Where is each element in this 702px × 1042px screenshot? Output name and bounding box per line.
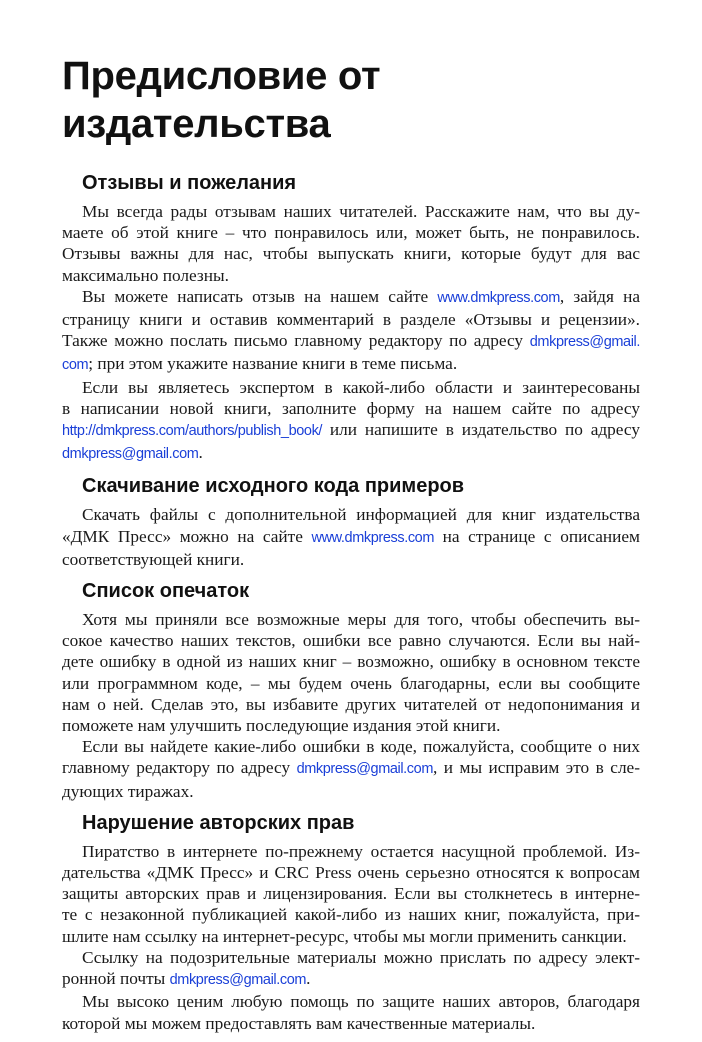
text-line xyxy=(62,968,640,991)
text-segment: Вы можете написать отзыв на нашем сайте xyxy=(82,286,438,306)
section xyxy=(62,810,640,1034)
section xyxy=(62,170,640,465)
text-segment: защиты авторских прав и лицензирования. Если вы столкнетесь в интерне- xyxy=(62,884,640,904)
text-line xyxy=(62,862,640,883)
paragraph xyxy=(62,286,640,377)
text-line xyxy=(62,1013,640,1034)
text-line xyxy=(62,377,640,398)
text-line xyxy=(62,286,640,309)
section-heading: Отзывы и пожелания xyxy=(82,172,297,194)
text-line xyxy=(62,549,640,570)
section-heading: Нарушение авторских прав xyxy=(82,811,355,834)
text-line xyxy=(62,309,640,330)
text-segment: . xyxy=(306,969,311,989)
link[interactable]: com xyxy=(62,357,89,374)
section xyxy=(62,473,640,570)
text-segment: соответствующей книги. xyxy=(62,549,245,569)
paragraph xyxy=(62,504,640,570)
text-segment: дующих тиражах. xyxy=(62,781,194,801)
text-line xyxy=(62,504,640,525)
text-segment: на странице с описанием xyxy=(434,526,640,546)
text-line xyxy=(62,353,640,376)
text-segment: , и мы исправим это в сле- xyxy=(433,758,640,778)
paragraph xyxy=(62,377,640,466)
text-segment: Также можно послать письмо главному редактору по адресу xyxy=(62,331,530,351)
text-line xyxy=(62,630,640,651)
text-line xyxy=(62,841,640,862)
text-segment: Ссылку на подозрительные материалы можно прислать по адресу элект- xyxy=(82,947,640,967)
text-segment: страницу книги и оставив комментарий в разделе «Отзывы и рецензии». xyxy=(62,310,640,330)
text-segment: поможете нам улучшить последующие издания этой книги. xyxy=(62,716,501,736)
text-segment: дете ошибку в одной из наших книг – возможно, ошибку в основном тексте xyxy=(62,652,640,672)
link[interactable]: www.dmkpress.com xyxy=(311,529,435,546)
text-segment: Хотя мы приняли все возможные меры для того, чтобы обеспечить вы- xyxy=(82,610,640,630)
text-segment: или программном коде, – мы будем очень благодарны, если вы сообщите xyxy=(62,673,640,693)
text-line xyxy=(62,736,640,757)
text-segment: дательства «ДМК Пресс» и CRC Press очень серьезно относятся к вопросам xyxy=(62,863,640,883)
text-line xyxy=(62,201,640,222)
text-segment: сокое качество наших текстов, ошибки все равно случаются. Если вы най- xyxy=(62,631,640,651)
document-page xyxy=(62,40,640,1042)
text-line xyxy=(62,419,640,442)
text-line xyxy=(62,526,640,549)
paragraph xyxy=(62,947,640,991)
text-segment: Мы высоко ценим любую помощь по защите наших авторов, благодаря xyxy=(82,992,640,1012)
link[interactable]: dmkpress@gmail.com xyxy=(169,972,307,989)
text-segment: «ДМК Пресс» можно на сайте xyxy=(62,526,312,546)
text-line xyxy=(62,757,640,780)
text-line xyxy=(62,330,640,353)
text-line xyxy=(62,715,640,736)
text-segment: нам о ней. Сделав это, вы избавите других читателей от недопонимания и xyxy=(62,694,640,714)
paragraph xyxy=(62,201,640,286)
text-line xyxy=(62,947,640,968)
text-line xyxy=(62,609,640,630)
text-segment: маете об этой книге – что понравилось или, может быть, не понравилось. xyxy=(62,223,640,243)
text-segment: Если вы являетесь экспертом в какой-либо области и заинтересованы xyxy=(82,377,640,397)
text-segment: Если вы найдете какие-либо ошибки в коде, пожалуйста, сообщите о них xyxy=(82,737,640,757)
text-segment: главному редактору по адресу xyxy=(62,758,297,778)
text-segment: Отзывы важны для нас, чтобы выпускать книги, которые будут для вас xyxy=(62,244,640,264)
text-segment: те с незаконной публикацией какой-либо из наших книг, пожалуйста, при- xyxy=(62,905,640,925)
text-line xyxy=(62,651,640,672)
text-segment: или напишите в издательство по адресу xyxy=(322,420,640,440)
link[interactable]: dmkpress@gmail.com xyxy=(62,446,199,463)
text-line xyxy=(62,442,640,465)
link[interactable]: dmkpress@gmail. xyxy=(529,334,640,351)
text-line xyxy=(62,243,640,264)
paragraph xyxy=(62,609,640,736)
text-line xyxy=(62,694,640,715)
text-segment: шлите нам ссылку на интернет-ресурс, чтобы мы могли применить санкции. xyxy=(62,926,627,946)
page-title: Предисловие от издательства xyxy=(62,54,381,146)
text-segment: . xyxy=(198,443,203,463)
text-segment: которой мы можем предоставлять вам качественные материалы. xyxy=(62,1013,536,1033)
text-line xyxy=(62,398,640,419)
paragraph xyxy=(62,991,640,1033)
paragraph xyxy=(62,736,640,802)
text-line xyxy=(62,222,640,243)
text-segment: Пиратство в интернете по-прежнему остается насущной проблемой. Из- xyxy=(82,841,640,861)
text-segment: Скачать файлы с дополнительной информацией для книг издательства xyxy=(82,505,640,525)
link[interactable]: http://dmkpress.com/authors/publish_book/ xyxy=(62,423,323,440)
text-line xyxy=(62,781,640,802)
section xyxy=(62,578,640,802)
text-segment: в написании новой книги, заполните форму на нашем сайте по адресу xyxy=(62,398,640,418)
text-line xyxy=(62,991,640,1012)
text-segment: максимально полезны. xyxy=(62,265,229,285)
section-heading: Скачивание исходного кода примеров xyxy=(82,475,465,498)
sections-container xyxy=(62,170,640,1034)
text-segment: ронной почты xyxy=(62,969,170,989)
link[interactable]: dmkpress@gmail.com xyxy=(296,761,434,778)
text-line xyxy=(62,265,640,286)
text-line xyxy=(62,883,640,904)
text-line xyxy=(62,926,640,947)
section-heading: Список опечаток xyxy=(82,580,250,603)
text-line xyxy=(62,673,640,694)
link[interactable]: www.dmkpress.com xyxy=(437,289,560,306)
text-segment: , зайдя на xyxy=(559,286,640,306)
text-segment: Мы всегда рады отзывам наших читателей. Расскажите нам, что вы ду- xyxy=(82,202,640,221)
text-segment: ; при этом укажите название книги в теме письма. xyxy=(88,354,458,374)
paragraph xyxy=(62,841,640,947)
text-line xyxy=(62,904,640,925)
